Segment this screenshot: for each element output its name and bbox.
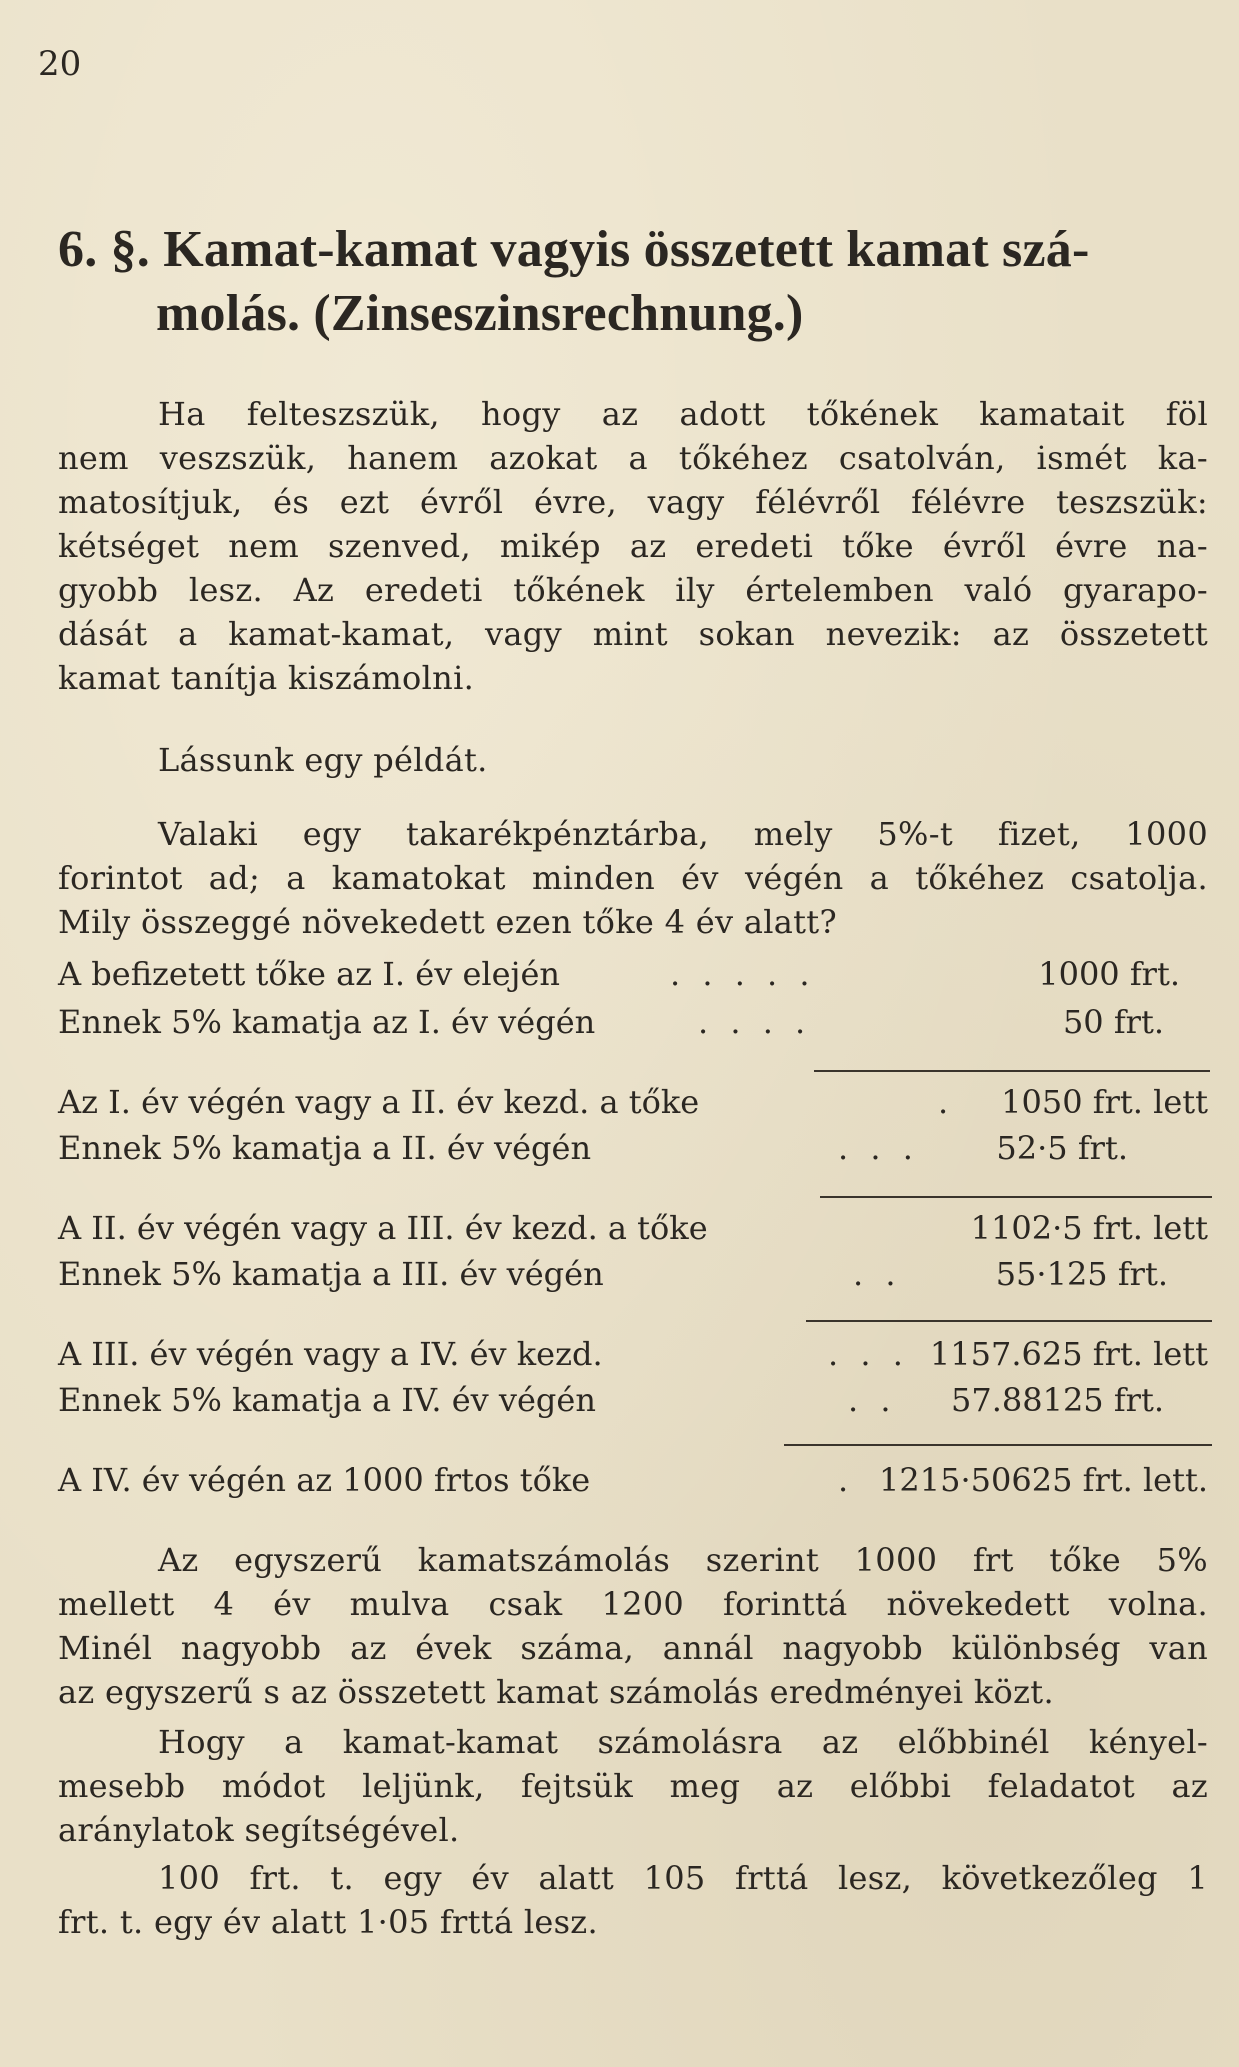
text-line: aránylatok segítségével.: [58, 1811, 460, 1849]
calc-dots: .: [838, 1461, 855, 1499]
calc-dots: . . .: [828, 1335, 909, 1373]
calc-description: Ennek 5% kamatja a II. év végén: [58, 1129, 592, 1167]
text-line: Az egyszerű kamatszámolás szerint 1000 frt tőke 5%: [158, 1541, 1208, 1579]
text-line: Lássunk egy példát.: [158, 741, 488, 779]
calc-row: [58, 1380, 1208, 1420]
calc-row: [58, 1334, 1208, 1374]
calc-dots: .: [938, 1083, 955, 1121]
calc-amount: 1000 frt.: [1038, 955, 1180, 993]
text-line: Hogy a kamat-kamat számolásra az előbbinél kényel-: [158, 1723, 1208, 1761]
page-number: 20: [38, 44, 82, 84]
text-line: Ha felteszszük, hogy az adott tőkének kamatait föl: [158, 395, 1208, 433]
calc-row: [58, 954, 1208, 994]
text-line: dását a kamat-kamat, vagy mint sokan nevezik: az összetett: [58, 615, 1208, 653]
text-line: Mily összeggé növekedett ezen tőke 4 év alatt?: [58, 903, 837, 941]
calc-description: Ennek 5% kamatja a III. év végén: [58, 1255, 604, 1293]
text-line: kétséget nem szenved, mikép az eredeti tőke évről évre na-: [58, 527, 1208, 565]
calculation-total: [58, 1460, 1208, 1500]
text-line: matosítjuk, és ezt évről évre, vagy félévről félévre teszszük:: [58, 483, 1208, 521]
calc-amount: 55·125 frt.: [995, 1255, 1168, 1293]
text-line: kamat tanítja kiszámolni.: [58, 659, 475, 697]
sum-rule: [814, 1070, 1210, 1072]
text-line: frt. t. egy év alatt 1·05 frttá lesz.: [58, 1903, 598, 1941]
example-intro: [58, 738, 1208, 782]
paragraph-intro: [58, 392, 1208, 700]
calc-amount: 1050 frt. lett: [1001, 1083, 1208, 1121]
calc-dots: . . . .: [698, 1003, 812, 1041]
text-line: forintot ad; a kamatokat minden év végén a tőkéhez csatolja.: [58, 859, 1208, 897]
calculation-table: [58, 1334, 1208, 1420]
calc-row-total: [58, 1460, 1208, 1500]
text-line: mesebb módot leljünk, fejtsük meg az előbbi feladatot az: [58, 1767, 1208, 1805]
calc-row: [58, 1254, 1208, 1294]
calc-amount: 52·5 frt.: [996, 1129, 1128, 1167]
text-line: az egyszerű s az összetett kamat számolás eredményei közt.: [58, 1673, 1054, 1711]
calc-dots: . . . . .: [670, 955, 816, 993]
calc-dots: . . .: [838, 1129, 919, 1167]
sum-rule: [820, 1196, 1212, 1198]
calc-description: A II. év végén vagy a III. év kezd. a tőke: [58, 1209, 708, 1247]
text-line: nem veszszük, hanem azokat a tőkéhez csatolván, ismét ka-: [58, 439, 1208, 477]
paragraph-ratio: [58, 1856, 1208, 1944]
calc-description: A befizetett tőke az I. év elején: [58, 955, 561, 993]
calculation-table: [58, 1082, 1208, 1168]
calc-description: A IV. év végén az 1000 frtos tőke: [58, 1461, 591, 1499]
calc-description: A III. év végén vagy a IV. év kezd.: [58, 1335, 603, 1373]
calc-row: [58, 1082, 1208, 1122]
text-line: 100 frt. t. egy év alatt 105 frttá lesz, következőleg 1: [158, 1859, 1208, 1897]
calc-description: Az I. év végén vagy a II. év kezd. a tőke: [58, 1083, 700, 1121]
calc-amount: 57.88125 frt.: [950, 1381, 1164, 1419]
calc-row: [58, 1128, 1208, 1168]
text-line: mellett 4 év mulva csak 1200 forinttá növekedett volna.: [58, 1585, 1208, 1623]
calc-description: Ennek 5% kamatja az I. év végén: [58, 1003, 596, 1041]
text-line: Minél nagyobb az évek száma, annál nagyobb különbség van: [58, 1629, 1208, 1667]
calc-amount: 1215·50625 frt. lett.: [879, 1461, 1208, 1499]
calc-row: [58, 1208, 1208, 1248]
calc-description: Ennek 5% kamatja a IV. év végén: [58, 1381, 596, 1419]
calc-amount: 50 frt.: [1062, 1003, 1164, 1041]
paragraph-comparison: [58, 1538, 1208, 1714]
sum-rule: [784, 1444, 1212, 1446]
calc-dots: . .: [848, 1381, 897, 1419]
heading-line-1: 6. §. Kamat-kamat vagyis összetett kamat szá-: [58, 221, 1090, 278]
calculation-table: [58, 1208, 1208, 1294]
calculation-table: [58, 954, 1208, 1042]
section-heading: [58, 218, 1208, 346]
sum-rule: [806, 1320, 1212, 1322]
text-line: Valaki egy takarékpénztárba, mely 5%-t fizet, 1000: [158, 815, 1208, 853]
calc-amount: 1157.625 frt. lett: [929, 1335, 1208, 1373]
text-line: gyobb lesz. Az eredeti tőkének ily értelemben való gyarapo-: [58, 571, 1208, 609]
paragraph-method: [58, 1720, 1208, 1852]
problem-statement: [58, 812, 1208, 944]
calc-amount: 1102·5 frt. lett: [970, 1209, 1208, 1247]
calc-dots: . .: [853, 1255, 902, 1293]
heading-line-2: molás. (Zinseszinsrechnung.): [156, 285, 804, 342]
calc-row: [58, 1002, 1208, 1042]
